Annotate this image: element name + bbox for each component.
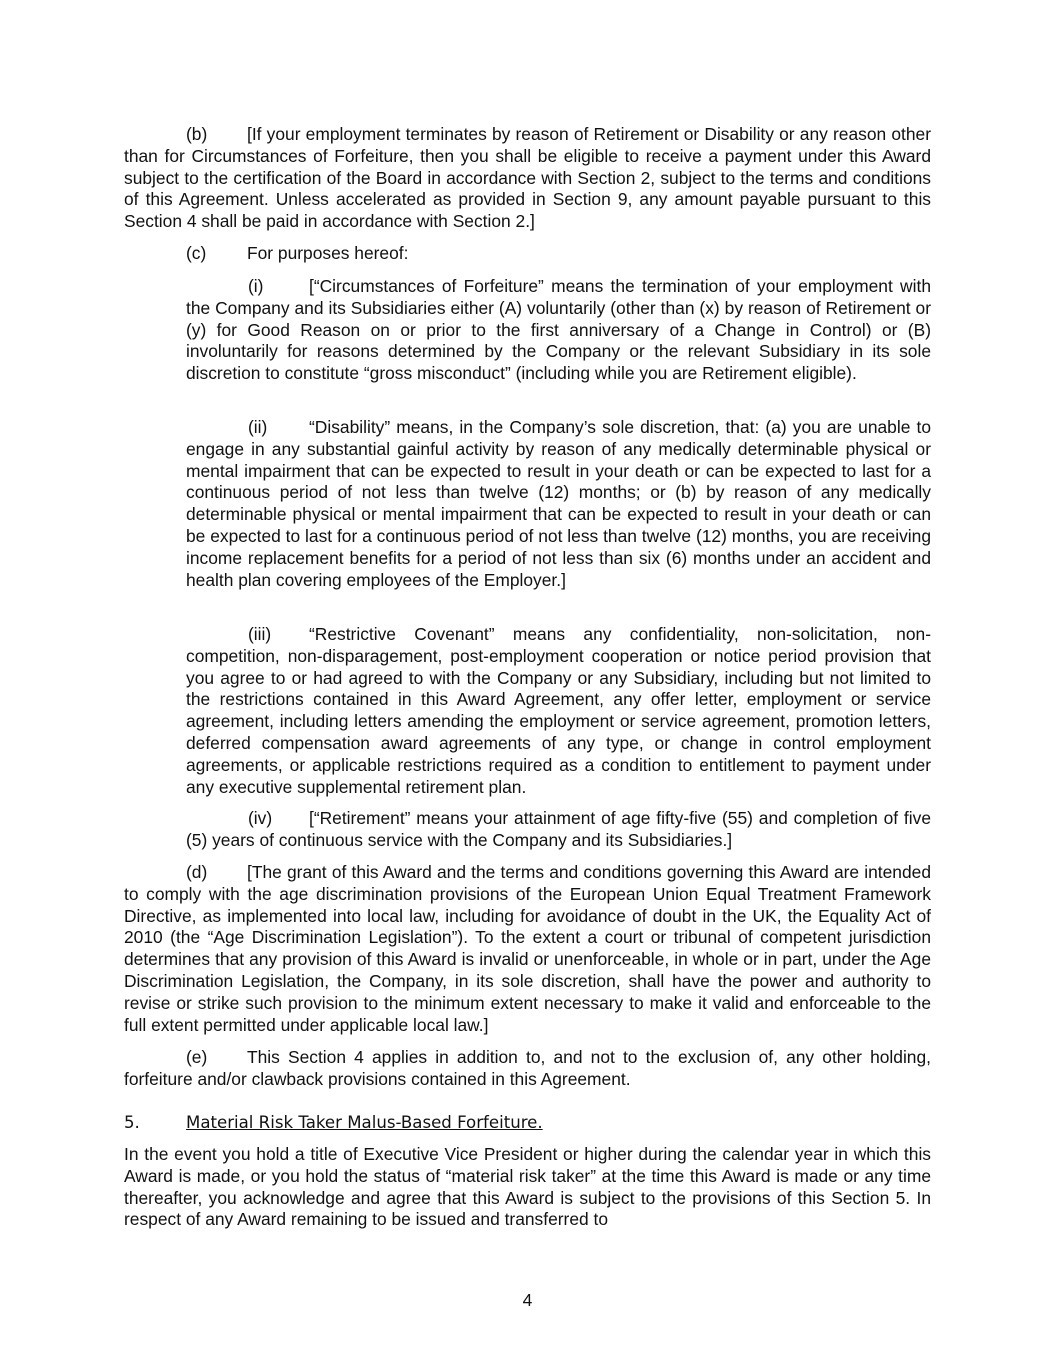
paragraph-label: (d) (186, 862, 208, 882)
definition-label: (i) (248, 276, 264, 296)
section-5-heading (124, 1113, 543, 1133)
paragraph-text: For purposes hereof: (247, 243, 409, 263)
definition-label: (iv) (248, 808, 273, 828)
paragraph-b (124, 124, 931, 233)
definition-text: [“Retirement” means your attainment of age fifty-five (55) and completion of five (5) years of continuous service with the Company and its Subsidiaries.] (186, 808, 931, 850)
paragraph-d (124, 862, 931, 1036)
section-number: 5. (124, 1113, 140, 1132)
paragraph-c (124, 243, 931, 265)
definition-iv (186, 808, 931, 852)
paragraph-label: (c) (186, 243, 207, 263)
definition-ii (186, 417, 931, 591)
page-number: 4 (522, 1290, 533, 1310)
definition-label: (ii) (248, 417, 268, 437)
definition-text: “Restrictive Covenant” means any confidentiality, non-solicitation, non-competition, non-disparagement, post-employment cooperation or notice period provision that you agree to or had agreed to with the Company or any Subsidiary, including but not limited to the restrictions contained in this Award Agreement, any offer letter, employment or service agreement, including letters amending the employment or service agreement, promotion letters, deferred compensation award agreements of any type, or change in control employment agreements, or applicable restrictions required as a condition to entitlement to payment under any executive supplemental retirement plan. (186, 624, 931, 797)
definition-i (186, 276, 931, 385)
paragraph-label: (e) (186, 1047, 208, 1067)
section-title: Material Risk Taker Malus-Based Forfeiture. (186, 1113, 543, 1132)
paragraph-label: (b) (186, 124, 208, 144)
paragraph-e (124, 1047, 931, 1091)
section-5-body (124, 1144, 931, 1231)
paragraph-text: [The grant of this Award and the terms and conditions governing this Award are intended to comply with the age discrimination provisions of the European Union Equal Treatment Framework Directive, as implemented into local law, including for avoidance of doubt in the UK, the Equality Act of 2010 (the “Age Discrimination Legislation”). To the extent a court or tribunal of competent jurisdiction determines that any provision of this Award is invalid or unenforceable, in whole or in part, under the Age Discrimination Legislation, the Company, in its sole discretion, shall have the power and authority to revise or strike such provision to the minimum extent necessary to make it valid and enforceable to the full extent permitted under applicable local law.] (124, 862, 931, 1035)
paragraph-text: This Section 4 applies in addition to, and not to the exclusion of, any other holding, forfeiture and/or clawback provisions contained in this Agreement. (124, 1047, 931, 1089)
definition-text: “Disability” means, in the Company’s sole discretion, that: (a) you are unable to engage in any substantial gainful activity by reason of any medically determinable physical or mental impairment that can be expected to result in your death or can be expected to last for a continuous period of not less than twelve (12) months; or (b) by reason of any medically determinable physical or mental impairment that can be expected to result in your death or can be expected to last for a continuous period of not less than twelve (12) months, you are receiving income replacement benefits for a period of not less than six (6) months under an accident and health plan covering employees of the Employer.] (186, 417, 931, 590)
paragraph-text: In the event you hold a title of Executive Vice President or higher during the calendar year in which this Award is made, or you hold the status of “material risk taker” at the time this Award is made or any time thereafter, you acknowledge and agree that this Award is subject to the provisions of this Section 5. In respect of any Award remaining to be issued and transferred to (124, 1144, 931, 1230)
definition-text: [“Circumstances of Forfeiture” means the termination of your employment with the Company and its Subsidiaries either (A) voluntarily (other than (x) by reason of Retirement or (y) for Good Reason on or prior to the first anniversary of a Change in Control) or (B) involuntarily for reasons determined by the Company or the relevant Subsidiary in its sole discretion to constitute “gross misconduct” (including while you are Retirement eligible). (186, 276, 931, 384)
definition-label: (iii) (248, 624, 272, 644)
definition-iii (186, 624, 931, 798)
paragraph-text: [If your employment terminates by reason of Retirement or Disability or any reason other than for Circumstances of Forfeiture, then you shall be eligible to receive a payment under this Award subject to the certification of the Board in accordance with Section 2, subject to the terms and conditions of this Agreement. Unless accelerated as provided in Section 9, any amount payable pursuant to this Section 4 shall be paid in accordance with Section 2.] (124, 124, 931, 232)
